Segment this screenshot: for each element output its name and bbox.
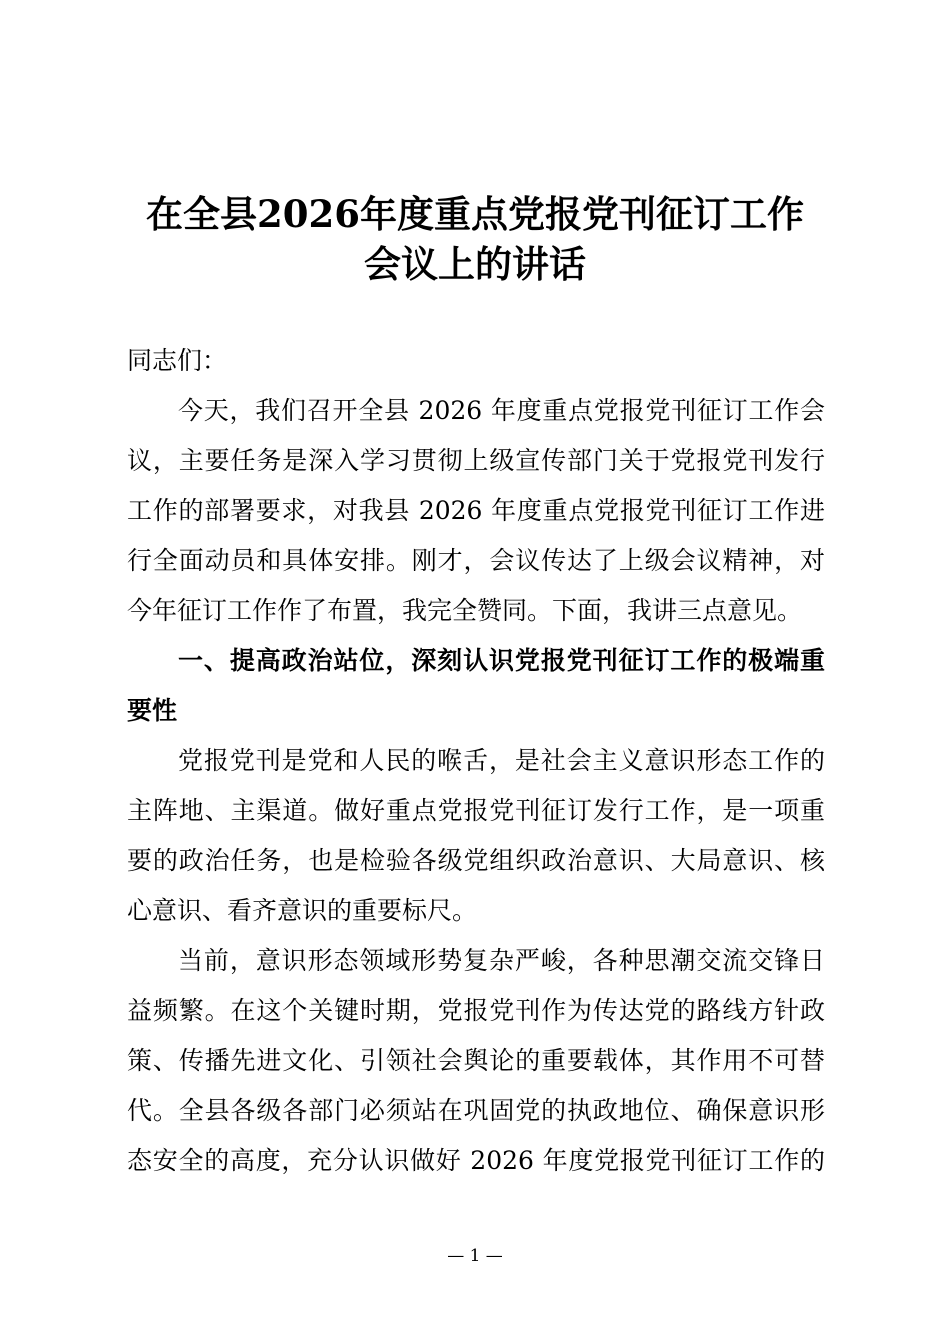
section-heading-1-line-2: 要性 xyxy=(127,696,178,725)
paragraph-1-line-1: 今天，我们召开全县 2026 年度重点党报党刊征订工作会 xyxy=(178,396,825,425)
paragraph-3-line-5: 态安全的高度，充分认识做好 2026 年度党报党刊征订工作的 xyxy=(127,1146,825,1175)
paragraph-1-line-2: 议，主要任务是深入学习贯彻上级宣传部门关于党报党刊发行 xyxy=(127,446,825,475)
paragraph-3-line-2: 益频繁。在这个关键时期，党报党刊作为传达党的路线方针政 xyxy=(127,996,825,1025)
paragraph-2-line-4: 心意识、看齐意识的重要标尺。 xyxy=(127,896,478,925)
page-number: — 1 — xyxy=(447,1246,503,1266)
paragraph-3-line-1: 当前，意识形态领域形势复杂严峻，各种思潮交流交锋日 xyxy=(178,946,825,975)
paragraph-1-line-4: 行全面动员和具体安排。刚才，会议传达了上级会议精神，对 xyxy=(127,546,825,575)
paragraph-1-line-3: 工作的部署要求，对我县 2026 年度重点党报党刊征订工作进 xyxy=(127,496,825,525)
salutation: 同志们： xyxy=(127,346,228,375)
document-title-line-1: 在全县2026年度重点党报党刊征订工作 xyxy=(146,192,804,236)
paragraph-3-line-3: 策、传播先进文化、引领社会舆论的重要载体，其作用不可替 xyxy=(127,1046,825,1075)
section-heading-1-line-1: 一、提高政治站位，深刻认识党报党刊征订工作的极端重 xyxy=(178,646,825,675)
paragraph-3-line-4: 代。全县各级各部门必须站在巩固党的执政地位、确保意识形 xyxy=(127,1096,825,1125)
paragraph-1-line-5: 今年征订工作作了布置，我完全赞同。下面，我讲三点意见。 xyxy=(127,596,803,625)
paragraph-2-line-3: 要的政治任务，也是检验各级党组织政治意识、大局意识、核 xyxy=(127,846,825,875)
paragraph-2-line-2: 主阵地、主渠道。做好重点党报党刊征订发行工作，是一项重 xyxy=(127,796,825,825)
paragraph-2-line-1: 党报党刊是党和人民的喉舌，是社会主义意识形态工作的 xyxy=(178,746,825,775)
document-title-line-2: 会议上的讲话 xyxy=(364,242,586,286)
